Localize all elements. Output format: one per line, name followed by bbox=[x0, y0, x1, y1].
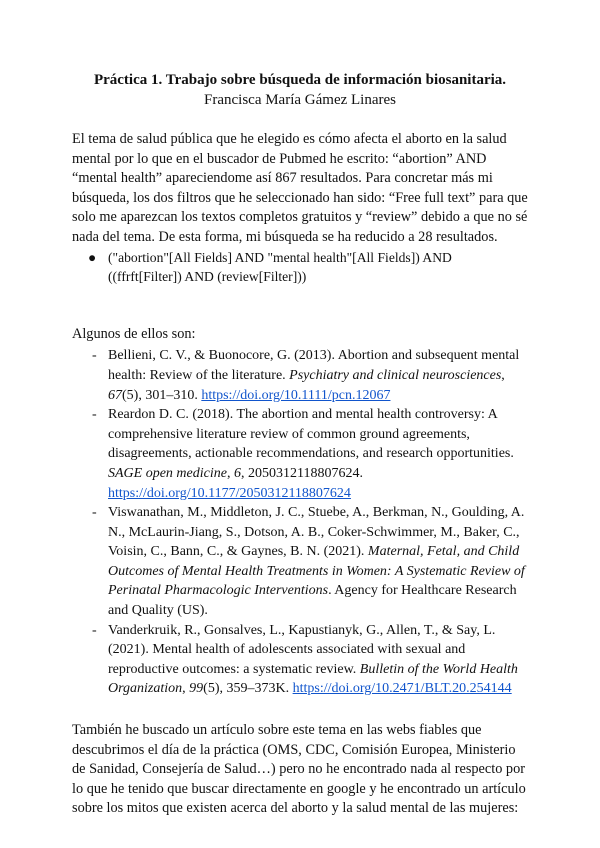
query-text: ("abortion"[All Fields] AND "mental health"[All Fields]) AND ((ffrft[Filter]) AND (review[Filter])) bbox=[108, 249, 452, 285]
ref-sep: , bbox=[182, 681, 190, 697]
ref-volume: 67 bbox=[108, 387, 122, 403]
ref-text: Vanderkruik, R., Gonsalves, L., Kapustianyk, G., Allen, T., & Say, L. (2021). Mental health of adolescents associated with sexual and reproductive outcomes: a systematic review. bbox=[108, 622, 496, 677]
ref-text: Viswanathan, M., Middleton, J. C., Stuebe, A., Berkman, N., Goulding, A. N., McLaurin-Jiang, S., Dotson, A. B., Coker-Schwimmer, M., Baker, C., Voisin, C., Bann, C., & Gaynes, B. N. (2021). bbox=[108, 505, 525, 560]
refs-heading: Algunos de ellos son: bbox=[72, 325, 196, 342]
ref-publisher: . Agency for Healthcare Research and Quality (US). bbox=[108, 583, 517, 619]
ref-sep: , bbox=[501, 367, 505, 383]
reference-list bbox=[72, 346, 528, 699]
bullet-icon: ● bbox=[88, 249, 97, 265]
reference-item bbox=[92, 405, 528, 503]
dash-icon: - bbox=[92, 505, 97, 521]
ref-pages: (5), 359–373K. bbox=[203, 681, 293, 697]
ref-sep: , bbox=[226, 465, 234, 481]
document-title: Práctica 1. Trabajo sobre búsqueda de información biosanitaria. bbox=[93, 72, 507, 88]
reference-item bbox=[92, 621, 528, 699]
document-author: Francisca María Gámez Linares bbox=[204, 92, 396, 108]
ref-doi-link[interactable]: https://doi.org/10.2471/BLT.20.254144 bbox=[292, 681, 512, 697]
ref-journal: SAGE open medicine bbox=[108, 465, 227, 481]
ref-volume: 99 bbox=[189, 681, 204, 697]
ref-pages: (5), 301–310. bbox=[122, 387, 202, 403]
dash-icon: - bbox=[92, 622, 97, 638]
ref-journal: Bulletin of the World Health Organization bbox=[108, 661, 518, 697]
query-list bbox=[72, 248, 528, 287]
ref-volume: 6 bbox=[233, 465, 241, 481]
dash-icon: - bbox=[92, 348, 97, 364]
ref-text: Bellieni, C. V., & Buonocore, G. (2013). Abortion and subsequent mental health: Review of the literature. bbox=[108, 348, 520, 383]
ref-journal: Psychiatry and clinical neurosciences bbox=[289, 367, 502, 383]
ref-doi-link[interactable]: https://doi.org/10.1111/pcn.12067 bbox=[201, 387, 391, 403]
closing-paragraph: También he buscado un artículo sobre este tema en las webs fiables que descubrimos el día de la práctica (OMS, CDC, Comisión Europea, Ministerio de Sanidad, Consejería de Salud…) pero no he encontrado nada al respecto por lo que he tenido que buscar directamente en google y he encontrado un artículo sobre los mitos que existen acerca del aborto y la salud mental de las mujeres: bbox=[72, 722, 526, 817]
ref-title: Maternal, Fetal, and Child Outcomes of Mental Health Treatments in Women: A Systematic Review of Perinatal Pharmacologic Interventions bbox=[108, 544, 525, 599]
dash-icon: - bbox=[92, 407, 97, 423]
ref-doi-link[interactable]: https://doi.org/10.1177/2050312118807624 bbox=[108, 485, 351, 501]
reference-item bbox=[92, 503, 528, 621]
intro-paragraph: El tema de salud pública que he elegido es cómo afecta el aborto en la salud mental por lo que en el buscador de Pubmed he escrito: “abortion” AND “mental health” apareciendome así 867 resultados. Para concretar más mi búsqueda, los dos filtros que he seleccionado han sido: “Free full text” para que solo me aparezcan los textos completos gratuitos y “review” debido a que no sé nada del tema. De esta forma, mi búsqueda se ha reducido a 28 resultados. bbox=[72, 131, 528, 245]
reference-item bbox=[92, 346, 528, 405]
query-item bbox=[88, 248, 528, 287]
ref-pages: , 2050312118807624. bbox=[240, 465, 363, 481]
ref-text: Reardon D. C. (2018). The abortion and mental health controversy: A comprehensive literature review of common ground agreements, disagreements, actionable recommendations, and research opportunities. bbox=[108, 407, 514, 462]
